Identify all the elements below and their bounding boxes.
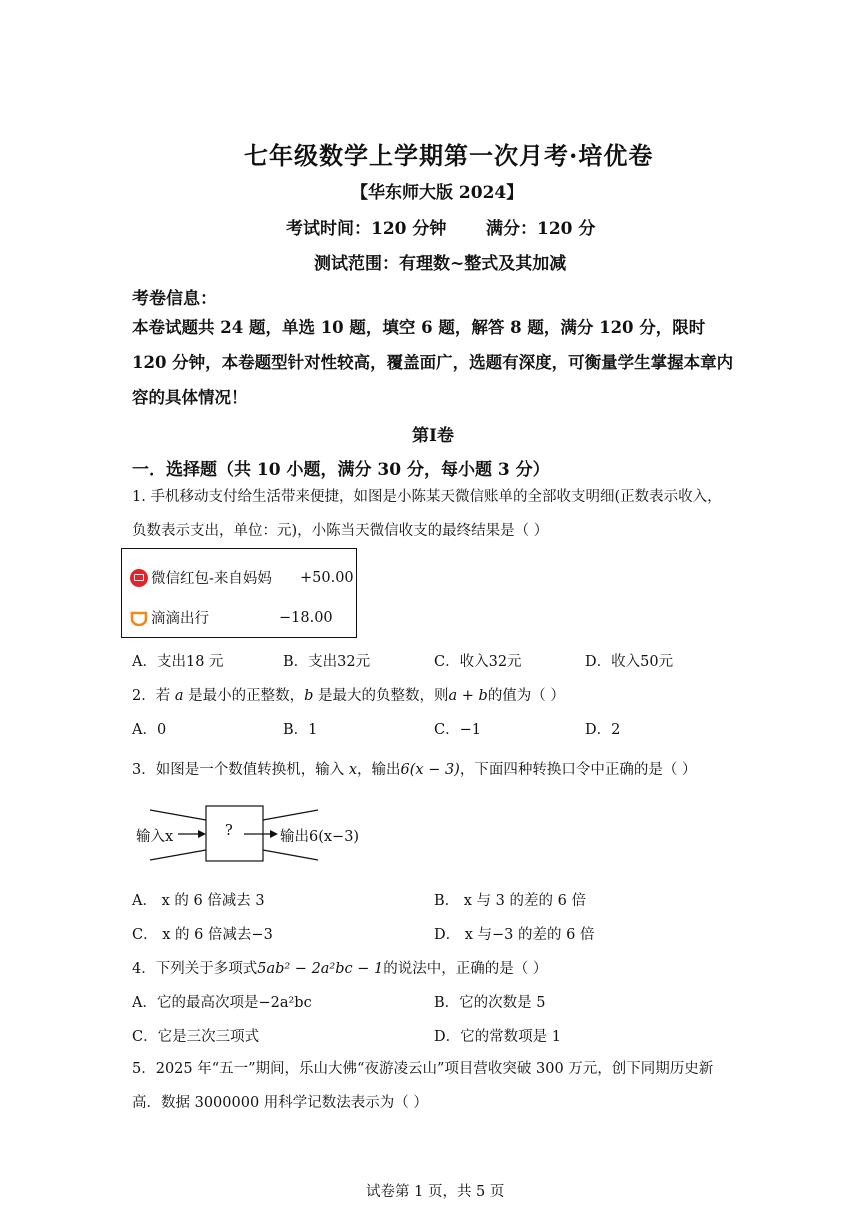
section-heading: 一．选择题（共 10 小题，满分 30 分，每小题 3 分） [132, 460, 550, 480]
question-4-text: 4．下列关于多项式5ab² − 2a²bc − 1的说法中，正确的是（ ） [132, 961, 548, 977]
question-2-text: 2．若 a 是最小的正整数，b 是最大的负整数，则a + b的值为（ ） [132, 688, 565, 704]
q2-option-b[interactable]: B．1 [283, 722, 318, 738]
question-3-text: 3．如图是一个数值转换机，输入 x，输出6(x − 3)，下面四种转换口令中正确的是（ ） [132, 762, 697, 778]
info-label: 考卷信息： [132, 289, 217, 309]
q2-option-d[interactable]: D．2 [585, 722, 621, 738]
bill-row [130, 607, 333, 628]
bill-label: 滴滴出行 [151, 611, 209, 627]
volume-heading: 第Ⅰ卷 [412, 426, 454, 446]
full-score: 满分：120 分 [486, 219, 596, 239]
question-1-text: 1. 手机移动支付给生活带来便捷，如图是小陈某天微信账单的全部收支明细(正数表示收入，负数表示支出，单位：元)，小陈当天微信收支的最终结果是（ ） [132, 489, 722, 539]
didi-icon [130, 609, 148, 627]
q1-option-d[interactable]: D．收入50元 [585, 654, 674, 670]
q3-option-b[interactable]: B． x 与 3 的差的 6 倍 [434, 893, 586, 909]
hongbao-icon [130, 569, 148, 587]
info-text: 本卷试题共 24 题，单选 10 题，填空 6 题，解答 8 题，满分 120 分，限时 120 分钟，本卷题型针对性较高，覆盖面广，选题有深度，可衡量学生掌握本章内容的具体情况！ [132, 318, 734, 407]
page-title: 七年级数学上学期第一次月考·培优卷 [244, 141, 654, 170]
diagram-input-label: 输入x [136, 829, 174, 845]
q4-option-a[interactable]: A．它的最高次项是−2a²bc [132, 995, 312, 1011]
bill-amount: −18.00 [279, 609, 333, 626]
page-footer: 试卷第 1 页，共 5 页 [366, 1184, 505, 1200]
q1-option-c[interactable]: C．收入32元 [434, 654, 522, 670]
q3-option-c[interactable]: C． x 的 6 倍减去−3 [132, 927, 273, 943]
question-5-text: 5．2025 年“五一”期间，乐山大佛“夜游凌云山”项目营收突破 300 万元，创下同期历史新高．数据 3000000 用科学记数法表示为（ ） [132, 1061, 714, 1111]
q2-option-a[interactable]: A．0 [132, 722, 167, 738]
q4-option-d[interactable]: D．它的常数项是 1 [434, 1029, 561, 1045]
bill-label: 微信红包-来自妈妈 [151, 571, 272, 587]
edition-label: 【华东师大版 2024】 [351, 183, 524, 203]
diagram-output-label: 输出6(x−3) [280, 829, 360, 845]
q1-option-b[interactable]: B．支出32元 [283, 654, 371, 670]
q2-option-c[interactable]: C．−1 [434, 722, 481, 738]
diagram-box-label: ? [225, 823, 233, 839]
bill-amount: +50.00 [300, 569, 354, 586]
bill-row [130, 567, 354, 588]
q3-option-d[interactable]: D． x 与−3 的差的 6 倍 [434, 927, 595, 943]
q4-option-c[interactable]: C．它是三次三项式 [132, 1029, 260, 1045]
q1-option-a[interactable]: A．支出18 元 [132, 654, 224, 670]
exam-time: 考试时间：120 分钟 [286, 219, 447, 239]
test-scope: 测试范围：有理数~整式及其加减 [314, 254, 567, 274]
q3-option-a[interactable]: A． x 的 6 倍减去 3 [132, 893, 265, 909]
q4-option-b[interactable]: B．它的次数是 5 [434, 995, 546, 1011]
wechat-bill-box [121, 548, 357, 638]
